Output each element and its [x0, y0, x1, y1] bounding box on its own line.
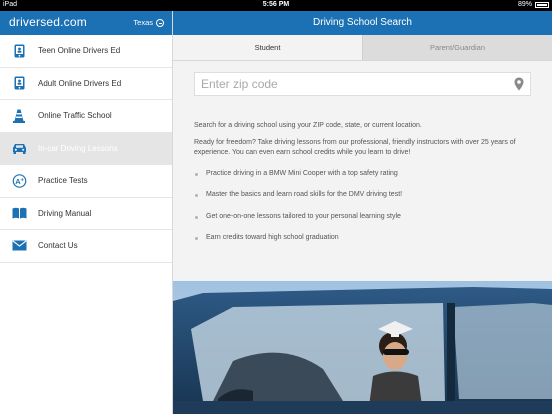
content-area — [194, 121, 534, 255]
sidebar-header — [0, 11, 172, 35]
sidebar-item-online-traffic-school[interactable] — [0, 100, 172, 133]
sidebar — [0, 11, 173, 414]
phone-icon — [0, 76, 38, 90]
battery-percent: 89% — [517, 1, 532, 8]
tab-bar — [173, 35, 552, 61]
location-pin-icon[interactable] — [514, 77, 524, 96]
list-item: Get one-on-one lessons tailored to your personal learning style — [194, 212, 534, 223]
clock: 5:56 PM — [262, 1, 290, 8]
book-icon — [0, 207, 38, 219]
sidebar-item-label: Online Traffic School — [38, 111, 112, 121]
list-item: Practice driving in a BMW Mini Cooper with a top safety rating — [194, 169, 534, 180]
sidebar-item-practice-tests[interactable] — [0, 165, 172, 198]
main-panel — [173, 11, 552, 414]
hero-photo — [173, 281, 552, 414]
phone-icon — [0, 44, 38, 58]
sidebar-item-teen-online-drivers-ed[interactable] — [0, 35, 172, 68]
svg-text:A: A — [14, 176, 21, 186]
intro-text: Search for a driving school using your ZIP code, state, or current location. — [194, 122, 422, 129]
sidebar-item-label: Adult Online Drivers Ed — [38, 78, 122, 88]
envelope-icon — [0, 240, 38, 251]
sidebar-item-in-car-driving-lessons[interactable] — [0, 133, 172, 166]
tab-student[interactable]: Student — [173, 35, 362, 60]
state-label: Texas — [133, 18, 153, 27]
status-bar — [0, 0, 552, 11]
car-icon — [0, 143, 38, 154]
a-plus-icon — [0, 174, 38, 188]
list-item: Master the basics and learn road skills for the DMV driving test! — [194, 190, 534, 201]
pitch-text: Ready for freedom? Take driving lessons from our professional, friendly instructors with over 25 years of experience. You can even earn school credits while you learn to drive! — [194, 138, 516, 156]
svg-text:+: + — [20, 177, 24, 184]
page-title: Driving School Search — [173, 11, 552, 35]
sidebar-item-label: In-car Driving Lessons — [38, 143, 118, 153]
sidebar-item-adult-online-drivers-ed[interactable] — [0, 68, 172, 101]
sidebar-item-label: Contact Us — [38, 241, 78, 251]
traffic-cone-icon — [0, 109, 38, 123]
battery-icon — [535, 2, 549, 8]
zip-search-box — [194, 72, 531, 96]
list-item: Earn credits toward high school graduation — [194, 233, 534, 244]
zip-code-input[interactable] — [195, 73, 495, 95]
sidebar-item-label: Driving Manual — [38, 208, 92, 218]
logo[interactable]: driversed.com — [9, 15, 87, 29]
arrow-circle-icon — [156, 19, 164, 27]
state-selector[interactable] — [133, 18, 164, 27]
device-label: iPad — [3, 1, 18, 8]
sidebar-item-contact-us[interactable] — [0, 230, 172, 263]
sidebar-item-label: Practice Tests — [38, 176, 88, 186]
sidebar-item-driving-manual[interactable] — [0, 198, 172, 231]
sidebar-item-label: Teen Online Drivers Ed — [38, 46, 121, 56]
benefits-list — [194, 169, 534, 244]
tab-parent-guardian[interactable]: Parent/Guardian — [362, 35, 552, 60]
